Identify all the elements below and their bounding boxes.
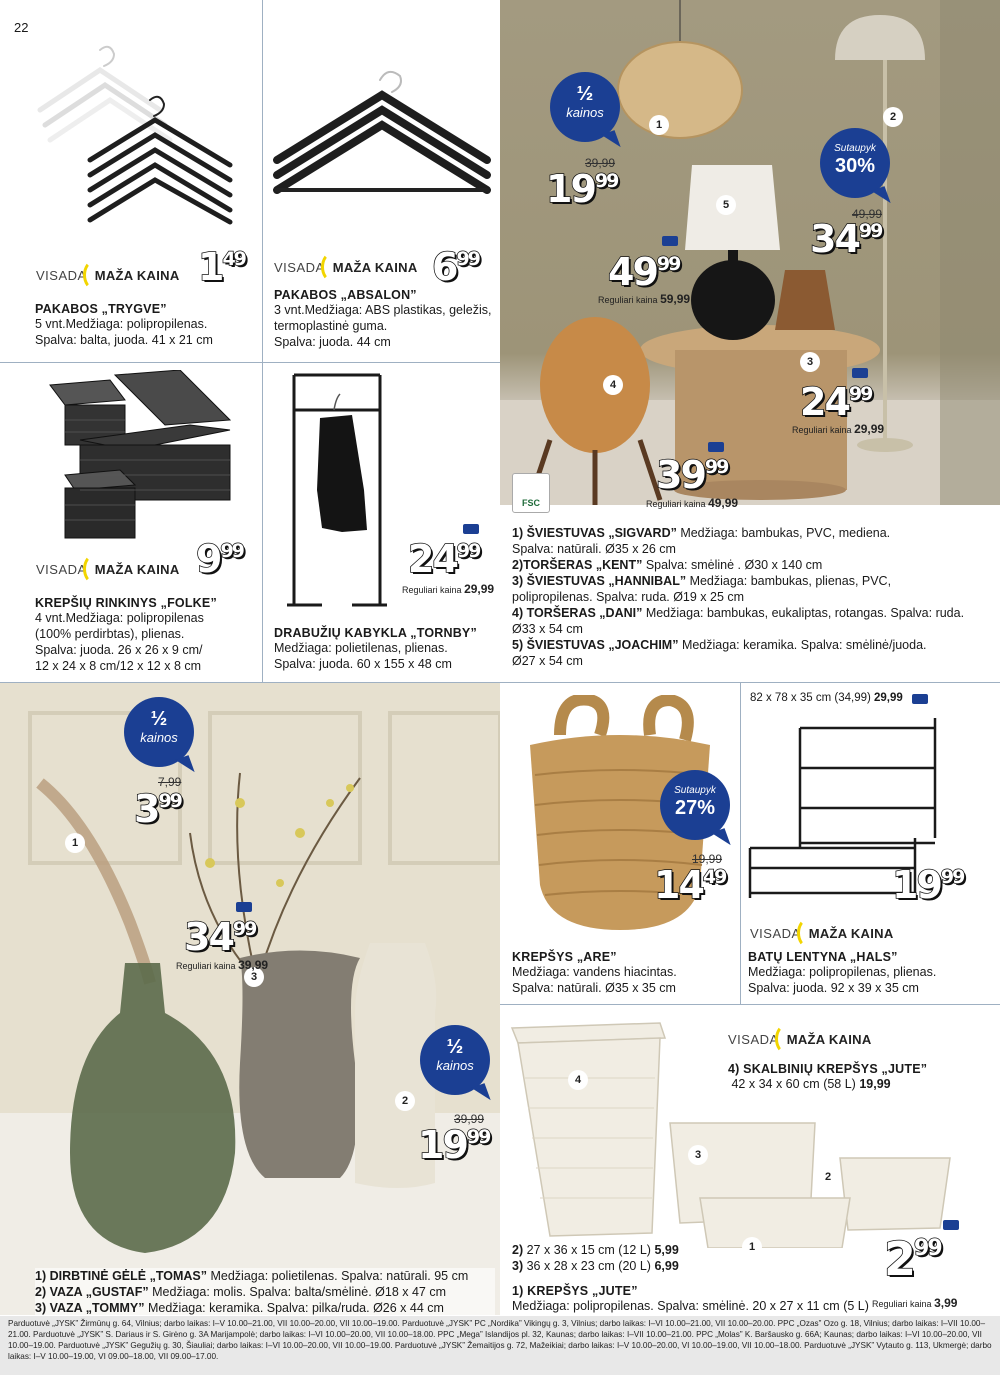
- item-number-2: 2: [818, 1167, 838, 1187]
- old-price: 49,99: [852, 207, 883, 221]
- product-desc-line: Medžiaga: polipropilenas, plienas.: [748, 965, 937, 979]
- joachim-price: 4999: [608, 250, 680, 294]
- hals-price: 1999: [892, 863, 964, 907]
- are-text: [512, 950, 734, 996]
- product-desc-line: 2) 27 x 36 x 15 cm (12 L) 5,99: [512, 1243, 679, 1257]
- product-desc-line: 1) DIRBTINĖ GĖLĖ „TOMAS” Medžiaga: polietilenas. Spalva: natūrali. 95 cm: [35, 1269, 469, 1283]
- product-desc-line: 2) VAZA „GUSTAF” Medžiaga: molis. Spalva: balta/smėlinė. Ø18 x 47 cm: [35, 1285, 447, 1299]
- product-title: DRABUŽIŲ KABYKLA „TORNBY”: [274, 626, 477, 640]
- hannibal-regular-price: Reguliari kaina 29,99: [792, 422, 885, 436]
- jute-sizes: [512, 1242, 812, 1274]
- save-badge: Sutaupyk 27%: [660, 770, 730, 840]
- card-icon: [912, 694, 928, 704]
- visada-maza-kaina-logo: VISADA MAŽA KAINA: [36, 552, 180, 586]
- are-price: 1449: [654, 863, 726, 907]
- half-price-badge: ½ kainos: [420, 1025, 490, 1095]
- product-desc-line: Spalva: natūrali. Ø35 x 26 cm: [512, 542, 676, 556]
- hals-variant-note: 82 x 78 x 35 cm (34,99) 29,99: [750, 692, 903, 704]
- item-number-1: 1: [65, 833, 85, 853]
- dani-regular-price: Reguliari kaina 49,99: [646, 496, 739, 510]
- tomas-price: 399: [134, 787, 181, 831]
- product-desc-line: 4 vnt.Medžiaga: polipropilenas: [35, 611, 204, 625]
- old-price: 39,99: [454, 1112, 485, 1126]
- old-price: 39,99: [585, 156, 616, 170]
- product-desc-line: Spalva: balta, juoda. 41 x 21 cm: [35, 333, 213, 347]
- product-desc-line: 5 vnt.Medžiaga: polipropilenas.: [35, 317, 208, 331]
- product-title: BATŲ LENTYNA „HALS”: [748, 950, 898, 964]
- item-number-2: 2: [883, 107, 903, 127]
- product-desc-line: Spalva: juoda. 60 x 155 x 48 cm: [274, 657, 452, 671]
- item-number-1: 1: [742, 1237, 762, 1257]
- trygve-text: [35, 302, 255, 348]
- product-title: PAKABOS „TRYGVE”: [35, 302, 167, 316]
- old-price: 7,99: [158, 775, 182, 789]
- product-desc-line: termoplastinė guma.: [274, 319, 388, 333]
- item-number-3: 3: [688, 1145, 708, 1165]
- visada-maza-kaina-logo: VISADA MAŽA KAINA: [728, 1022, 872, 1056]
- page-number: 22: [14, 20, 29, 35]
- product-desc-line: Ø27 x 54 cm: [512, 654, 583, 668]
- jute-basket-4-text: [728, 1062, 998, 1092]
- item-number-3: 3: [244, 967, 264, 987]
- item-number-4: 4: [568, 1070, 588, 1090]
- half-price-badge: ½ kainos: [124, 697, 194, 767]
- product-desc-line: 1) ŠVIESTUVAS „SIGVARD” Medžiaga: bambukas, PVC, mediena.: [512, 526, 891, 540]
- item-number-3: 3: [800, 352, 820, 372]
- product-title: KREPŠIŲ RINKINYS „FOLKE”: [35, 596, 217, 610]
- product-desc-line: 42 x 34 x 60 cm (58 L) 19,99: [731, 1077, 891, 1091]
- sigvard-price: 1999: [546, 167, 618, 211]
- product-desc-line: polipropilenas. Spalva: ruda. Ø19 x 25 cm: [512, 590, 745, 604]
- product-desc-line: Spalva: natūrali. Ø35 x 35 cm: [512, 981, 676, 995]
- half-price-badge: ½ kainos: [550, 72, 620, 142]
- absalon-text: [274, 288, 496, 350]
- card-icon: [463, 524, 479, 534]
- dani-price: 3999: [656, 453, 728, 497]
- item-number-4: 4: [603, 375, 623, 395]
- product-desc-line: 4) TORŠERAS „DANI” Medžiaga: bambukas, eukaliptas, rotangas. Spalva: ruda.: [512, 606, 965, 620]
- product-title: PAKABOS „ABSALON”: [274, 288, 417, 302]
- product-title: 4) SKALBINIŲ KREPŠYS „JUTE”: [728, 1062, 928, 1076]
- tommy-regular-price: Reguliari kaina 39,99: [176, 958, 269, 972]
- product-desc-line: Medžiaga: vandens hiacintas.: [512, 965, 677, 979]
- trygve-image: [30, 40, 250, 230]
- product-desc-line: 3) VAZA „TOMMY” Medžiaga: keramika. Spalva: pilka/ruda. Ø26 x 44 cm: [35, 1301, 444, 1315]
- divider: [0, 362, 500, 363]
- product-desc-line: 2)TORŠERAS „KENT” Spalva: smėlinė . Ø30 x 140 cm: [512, 558, 823, 572]
- product-desc-line: Ø33 x 54 cm: [512, 622, 583, 636]
- visada-maza-kaina-logo: VISADA MAŽA KAINA: [750, 916, 894, 950]
- tornby-price: 2499: [408, 537, 480, 581]
- tommy-price: 3499: [184, 915, 256, 959]
- visada-maza-kaina-logo: VISADA MAŽA KAINA: [36, 258, 180, 292]
- divider: [500, 1004, 1000, 1005]
- absalon-price: 699: [432, 245, 479, 289]
- card-icon: [708, 442, 724, 452]
- lamps-text: [512, 525, 998, 669]
- product-desc-line: (100% perdirbtas), plienas.: [35, 627, 185, 641]
- absalon-image: [272, 60, 492, 210]
- vases-photo: [0, 683, 500, 1315]
- product-desc-line: Medžiaga: polietilenas, plienas.: [274, 641, 448, 655]
- card-icon: [236, 902, 252, 912]
- tornby-regular-price: Reguliari kaina 29,99: [402, 582, 495, 596]
- save-badge: Sutaupyk 30%: [820, 128, 890, 198]
- folke-image: [40, 370, 240, 540]
- tornby-text: [274, 626, 496, 672]
- old-price: 19,99: [692, 852, 723, 866]
- hannibal-price: 2499: [800, 380, 872, 424]
- divider: [740, 682, 741, 1004]
- product-desc-line: 12 x 24 x 8 cm/12 x 12 x 8 cm: [35, 659, 202, 673]
- product-desc-line: 3 vnt.Medžiaga: ABS plastikas, geležis,: [274, 303, 492, 317]
- joachim-regular-price: Reguliari kaina 59,99: [598, 292, 691, 306]
- product-desc-line: Spalva: juoda. 92 x 39 x 35 cm: [748, 981, 919, 995]
- divider: [262, 0, 263, 682]
- product-desc-line: Medžiaga: polipropilenas. Spalva: smėlinė. 20 x 27 x 11 cm (5 L): [512, 1299, 869, 1313]
- product-desc-line: 3) ŠVIESTUVAS „HANNIBAL” Medžiaga: bambukas, plienas, PVC,: [512, 574, 892, 588]
- product-desc-line: Spalva: juoda. 26 x 26 x 9 cm/: [35, 643, 203, 657]
- card-icon: [943, 1220, 959, 1230]
- product-desc-line: 3) 36 x 28 x 23 cm (20 L) 6,99: [512, 1259, 679, 1273]
- card-icon: [852, 368, 868, 378]
- card-icon: [662, 236, 678, 246]
- item-number-1: 1: [649, 115, 669, 135]
- folke-price: 999: [196, 537, 243, 581]
- store-addresses-footer: Parduotuvė „JYSK” Žirmūnų g. 64, Vilnius; darbo laikas: I–V 10.00–21.00, VII 10.00–20.00, VII 10.00–19.00. Parduotuvė „JYSK” PC „Nordika” Vikingų g. 3, Vilnius; darbo laikas: I–VI 10.00–21.00, VII 10.00–20.00. PPC „Ozas” Ozo g. 18, Vilnius; darbo laikas: I–VII 10.00–21.00. Parduotuvė „JYSK” S. Dariaus ir S. Girėno g. 3A Marijampolė; darbo laikas: I–VI 10.00–20.00, VII 10.00–18.00. PPC „Mega” Islandijos pl. 32, Kaunas; darbo laikas: I–VII 10.00–21.00. PPC „Molas” K. Baršausko g. 66A; Kaunas; darbo laikas: I–VI 10.00–20.00, VII 10.00–19.00. Parduotuvė „JYSK” Gegužių g. 30, Šiauliai; darbo laikas: I–VI 10.00–20.00, VII 10.00–19.00. Parduotuvė „JYSK” Žemaitijos g. 72, Mažeikiai; darbo laikas: I–V 10.00–20.00, VI 10.00–19.00, VII 10.00–18.00. Parduotuvė „JYSK” Vytauto g. 113, Ukmergė; darbo laikas: I–V 10.00–19.00, VI 09.00–18.00, VII 09.00–17.00.: [0, 1316, 1000, 1375]
- jute-regular-price: Reguliari kaina 3,99: [872, 1296, 958, 1310]
- jute-price: 299: [884, 1232, 941, 1286]
- gustaf-price: 1999: [418, 1123, 490, 1167]
- product-title: KREPŠYS „ARE”: [512, 950, 617, 964]
- trygve-price: 149: [198, 245, 245, 289]
- folke-text: [35, 596, 257, 674]
- kent-price: 3499: [810, 217, 882, 261]
- vases-text: [35, 1268, 495, 1316]
- jute-text: [512, 1284, 892, 1314]
- item-number-5: 5: [716, 195, 736, 215]
- product-desc-line: Spalva: juoda. 44 cm: [274, 335, 391, 349]
- item-number-2: 2: [395, 1091, 415, 1111]
- hals-text: [748, 950, 998, 996]
- tornby-image: [282, 370, 392, 615]
- visada-maza-kaina-logo: VISADA MAŽA KAINA: [274, 250, 418, 284]
- product-title: 1) KREPŠYS „JUTE”: [512, 1284, 638, 1298]
- product-desc-line: 5) ŠVIESTUVAS „JOACHIM” Medžiaga: keramika. Spalva: smėlinė/juoda.: [512, 638, 927, 652]
- fsc-logo: FSC: [512, 473, 550, 513]
